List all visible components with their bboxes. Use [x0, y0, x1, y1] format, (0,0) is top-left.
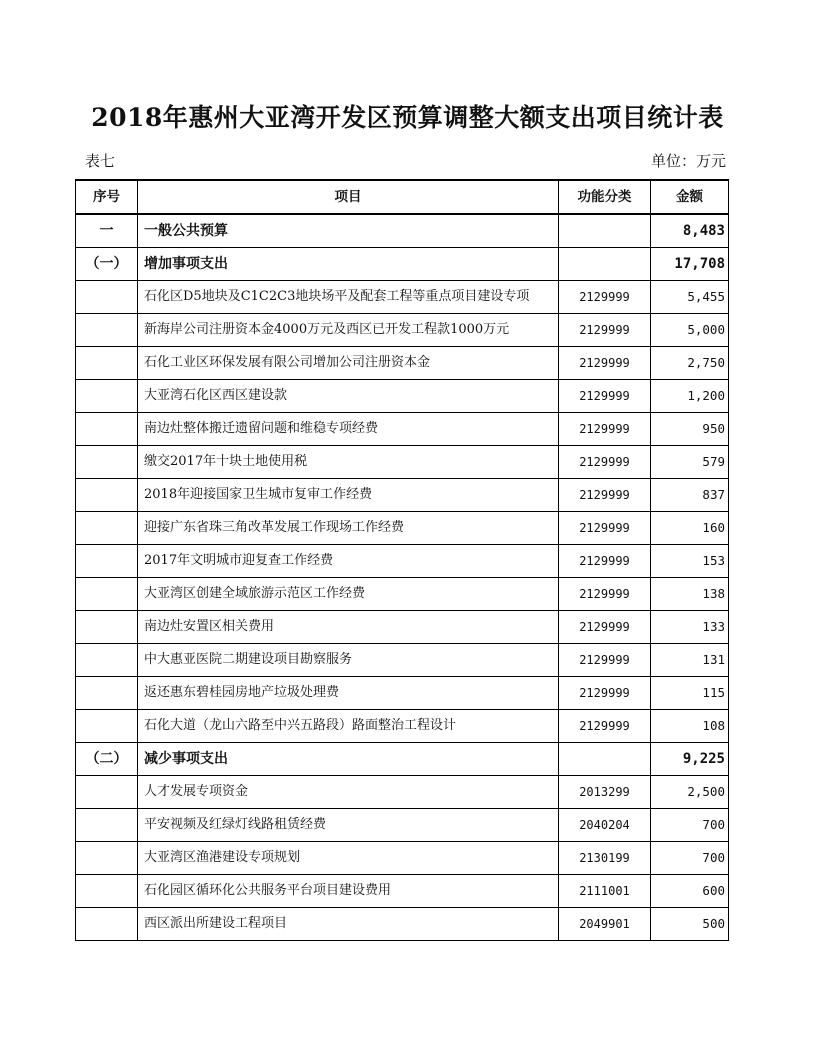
row-item: 缴交2017年十块土地使用税: [138, 446, 559, 479]
row-function-code: 2040204: [559, 809, 651, 842]
header-seq: 序号: [76, 180, 138, 214]
row-amount: 153: [651, 545, 729, 578]
row-item: 人才发展专项资金: [138, 776, 559, 809]
header-item: 项目: [138, 180, 559, 214]
row-amount: 950: [651, 413, 729, 446]
row-seq: [76, 446, 138, 479]
row-amount: 837: [651, 479, 729, 512]
row-amount: 9,225: [651, 743, 729, 776]
table-row: [76, 545, 729, 578]
row-function-code: 2129999: [559, 611, 651, 644]
row-seq: [76, 875, 138, 908]
row-function-code: 2129999: [559, 347, 651, 380]
row-seq: [76, 413, 138, 446]
row-function-code: [559, 743, 651, 776]
row-function-code: 2129999: [559, 512, 651, 545]
row-item: 中大惠亚医院二期建设项目勘察服务: [138, 644, 559, 677]
table-row: [76, 512, 729, 545]
row-seq: [76, 347, 138, 380]
row-function-code: [559, 214, 651, 248]
row-seq: [76, 908, 138, 941]
row-item: 南边灶安置区相关费用: [138, 611, 559, 644]
row-function-code: 2129999: [559, 314, 651, 347]
row-seq: （一）: [76, 248, 138, 281]
table-row: [76, 743, 729, 776]
row-item: 南边灶整体搬迁遗留问题和维稳专项经费: [138, 413, 559, 446]
row-item: 一般公共预算: [138, 214, 559, 248]
row-amount: 17,708: [651, 248, 729, 281]
row-seq: [76, 314, 138, 347]
row-amount: 5,000: [651, 314, 729, 347]
row-item: 平安视频及红绿灯线路租赁经费: [138, 809, 559, 842]
row-item: 大亚湾区创建全域旅游示范区工作经费: [138, 578, 559, 611]
row-seq: [76, 512, 138, 545]
row-function-code: 2129999: [559, 578, 651, 611]
row-seq: 一: [76, 214, 138, 248]
row-amount: 600: [651, 875, 729, 908]
row-amount: 5,455: [651, 281, 729, 314]
table-row: [76, 479, 729, 512]
table-row: [76, 413, 729, 446]
table-body: [76, 214, 729, 941]
row-amount: 133: [651, 611, 729, 644]
row-function-code: 2129999: [559, 413, 651, 446]
row-item: 石化园区循环化公共服务平台项目建设费用: [138, 875, 559, 908]
row-seq: [76, 809, 138, 842]
row-item: 增加事项支出: [138, 248, 559, 281]
row-amount: 579: [651, 446, 729, 479]
table-label: 表七: [85, 152, 116, 170]
row-amount: 131: [651, 644, 729, 677]
row-function-code: 2111001: [559, 875, 651, 908]
header-code: 功能分类: [559, 180, 651, 214]
row-seq: （二）: [76, 743, 138, 776]
statistics-table: [75, 179, 729, 941]
row-amount: 2,750: [651, 347, 729, 380]
row-seq: [76, 776, 138, 809]
row-item: 大亚湾石化区西区建设款: [138, 380, 559, 413]
row-function-code: 2130199: [559, 842, 651, 875]
row-item: 返还惠东碧桂园房地产垃圾处理费: [138, 677, 559, 710]
row-amount: 8,483: [651, 214, 729, 248]
row-amount: 500: [651, 908, 729, 941]
row-function-code: 2129999: [559, 380, 651, 413]
row-amount: 700: [651, 809, 729, 842]
row-item: 石化工业区环保发展有限公司增加公司注册资本金: [138, 347, 559, 380]
row-function-code: [559, 248, 651, 281]
row-seq: [76, 842, 138, 875]
row-function-code: 2049901: [559, 908, 651, 941]
row-function-code: 2013299: [559, 776, 651, 809]
table-row: [76, 908, 729, 941]
row-item: 迎接广东省珠三角改革发展工作现场工作经费: [138, 512, 559, 545]
row-function-code: 2129999: [559, 281, 651, 314]
row-item: 2017年文明城市迎复查工作经费: [138, 545, 559, 578]
row-seq: [76, 710, 138, 743]
page-title: 2018年惠州大亚湾开发区预算调整大额支出项目统计表: [91, 103, 724, 132]
row-function-code: 2129999: [559, 479, 651, 512]
row-item: 石化区D5地块及C1C2C3地块场平及配套工程等重点项目建设专项: [138, 281, 559, 314]
row-seq: [76, 545, 138, 578]
row-seq: [76, 611, 138, 644]
row-amount: 1,200: [651, 380, 729, 413]
unit-label: 单位：万元: [650, 152, 726, 170]
row-item: 西区派出所建设工程项目: [138, 908, 559, 941]
row-amount: 108: [651, 710, 729, 743]
table-row: [76, 314, 729, 347]
table-row: [76, 875, 729, 908]
row-function-code: 2129999: [559, 446, 651, 479]
row-function-code: 2129999: [559, 644, 651, 677]
table-row: [76, 644, 729, 677]
row-function-code: 2129999: [559, 677, 651, 710]
row-amount: 2,500: [651, 776, 729, 809]
table-row: [76, 380, 729, 413]
table-row: [76, 677, 729, 710]
row-item: 大亚湾区渔港建设专项规划: [138, 842, 559, 875]
row-item: 2018年迎接国家卫生城市复审工作经费: [138, 479, 559, 512]
table-row: [76, 281, 729, 314]
row-seq: [76, 281, 138, 314]
row-amount: 138: [651, 578, 729, 611]
table-row: [76, 611, 729, 644]
table-row: [76, 842, 729, 875]
table-row: [76, 710, 729, 743]
row-seq: [76, 578, 138, 611]
table-row: [76, 347, 729, 380]
row-seq: [76, 479, 138, 512]
table-row: [76, 809, 729, 842]
row-seq: [76, 380, 138, 413]
row-item: 石化大道（龙山六路至中兴五路段）路面整治工程设计: [138, 710, 559, 743]
row-amount: 700: [651, 842, 729, 875]
header-row: [76, 180, 729, 214]
row-item: 减少事项支出: [138, 743, 559, 776]
row-item: 新海岸公司注册资本金4000万元及西区已开发工程款1000万元: [138, 314, 559, 347]
table-row: [76, 776, 729, 809]
table-row: [76, 248, 729, 281]
table-row: [76, 214, 729, 248]
row-amount: 160: [651, 512, 729, 545]
row-function-code: 2129999: [559, 710, 651, 743]
row-seq: [76, 644, 138, 677]
row-amount: 115: [651, 677, 729, 710]
table-row: [76, 446, 729, 479]
table-row: [76, 578, 729, 611]
header-amount: 金额: [651, 180, 729, 214]
row-function-code: 2129999: [559, 545, 651, 578]
row-seq: [76, 677, 138, 710]
